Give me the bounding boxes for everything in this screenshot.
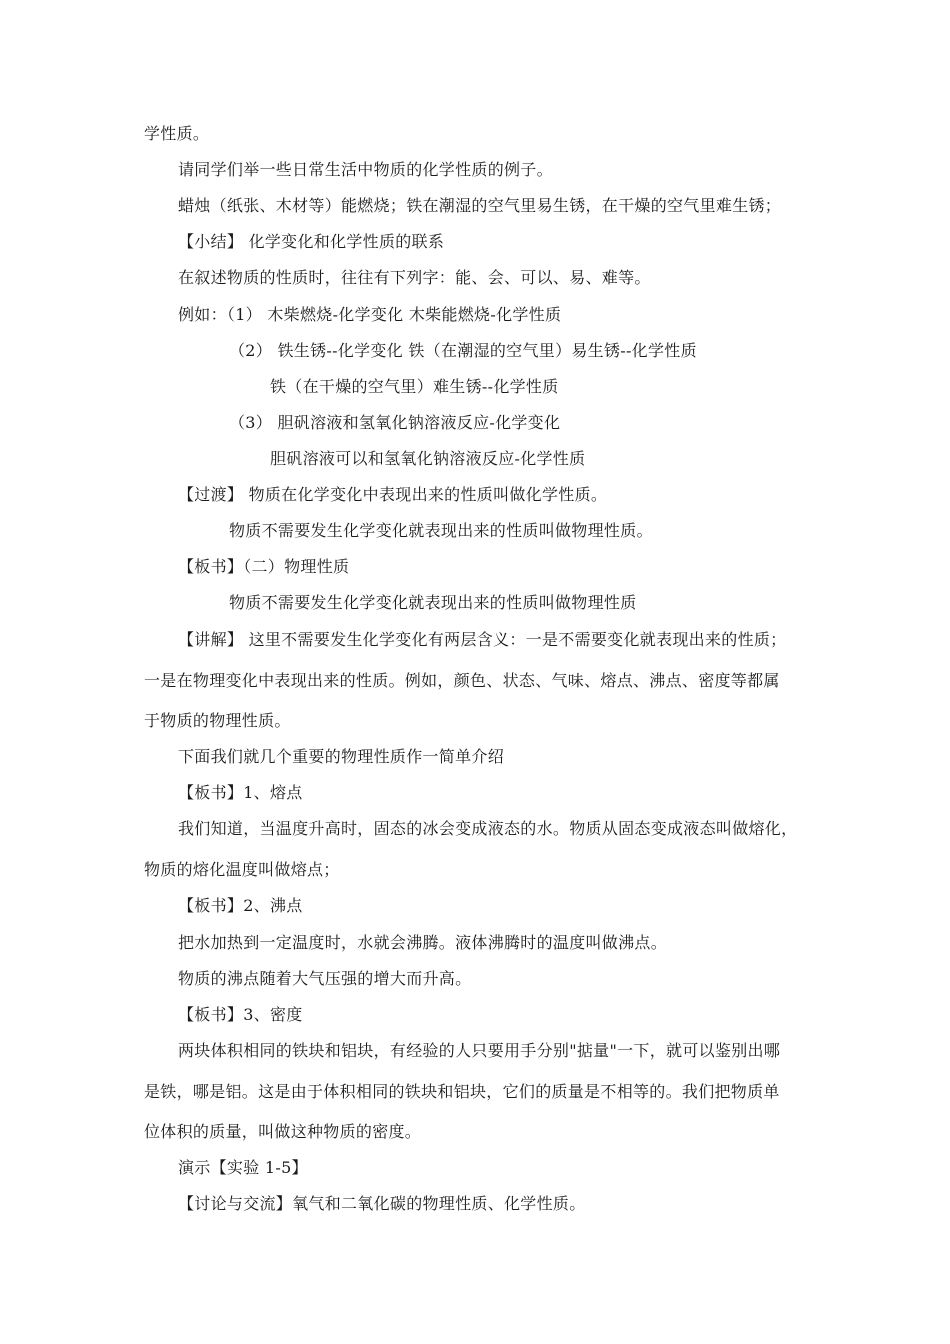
text-line: 两块体积相同的铁块和铝块，有经验的人只要用手分别"掂量"一下，就可以鉴别出哪: [178, 1041, 781, 1060]
section-explanation: 【讲解】 这里不需要发生化学变化有两层含义：一是不需要变化就表现出来的性质；: [178, 630, 787, 649]
text-line: 是铁，哪是铝。这是由于体积相同的铁块和铝块，它们的质量是不相等的。我们把物质单: [144, 1082, 780, 1101]
section-summary: 【小结】 化学变化和化学性质的联系: [178, 232, 445, 251]
section-board-note: 【板书】2、沸点: [178, 896, 303, 915]
text-line: 于物质的物理性质。: [144, 711, 291, 730]
text-line: 物质的沸点随着大气压强的增大而升高。: [178, 969, 472, 988]
text-line: 请同学们举一些日常生活中物质的化学性质的例子。: [178, 160, 553, 179]
section-discussion: 【讨论与交流】氧气和二氧化碳的物理性质、化学性质。: [178, 1194, 586, 1213]
text-line: 物质的熔化温度叫做熔点；: [144, 860, 340, 879]
text-line: 在叙述物质的性质时，往往有下列字：能、会、可以、易、难等。: [178, 268, 651, 287]
text-line: 学性质。: [144, 124, 210, 143]
example-line: 例如：（1） 木柴燃烧-化学变化 木柴能燃烧-化学性质: [178, 305, 562, 324]
section-transition: 【过渡】 物质在化学变化中表现出来的性质叫做化学性质。: [178, 485, 608, 504]
example-line: （2） 铁生锈--化学变化 铁（在潮湿的空气里）易生锈--化学性质: [229, 341, 697, 360]
text-line: 把水加热到一定温度时，水就会沸腾。液体沸腾时的温度叫做沸点。: [178, 933, 668, 952]
text-line: 我们知道，当温度升高时，固态的冰会变成液态的水。物质从固态变成液态叫做熔化，: [178, 819, 798, 838]
text-line: 下面我们就几个重要的物理性质作一简单介绍: [178, 747, 505, 766]
section-board-note: 【板书】（二）物理性质: [178, 557, 350, 576]
text-line: 一是在物理变化中表现出来的性质。例如，颜色、状态、气味、熔点、沸点、密度等都属: [144, 671, 780, 690]
text-line: 蜡烛（纸张、木材等）能燃烧；铁在潮湿的空气里易生锈，在干燥的空气里难生锈；: [178, 196, 782, 215]
example-line: 铁（在干燥的空气里）难生锈--化学性质: [270, 377, 559, 396]
demo-line: 演示【实验 1-5】: [178, 1158, 308, 1177]
example-line: （3） 胆矾溶液和氢氧化钠溶液反应-化学变化: [229, 413, 561, 432]
section-board-note: 【板书】1、熔点: [178, 783, 303, 802]
section-board-note: 【板书】3、密度: [178, 1005, 303, 1024]
example-line: 胆矾溶液可以和氢氧化钠溶液反应-化学性质: [270, 449, 586, 468]
text-line: 物质不需要发生化学变化就表现出来的性质叫做物理性质: [229, 593, 637, 612]
text-line: 位体积的质量，叫做这种物质的密度。: [144, 1122, 422, 1141]
text-line: 物质不需要发生化学变化就表现出来的性质叫做物理性质。: [229, 521, 653, 540]
